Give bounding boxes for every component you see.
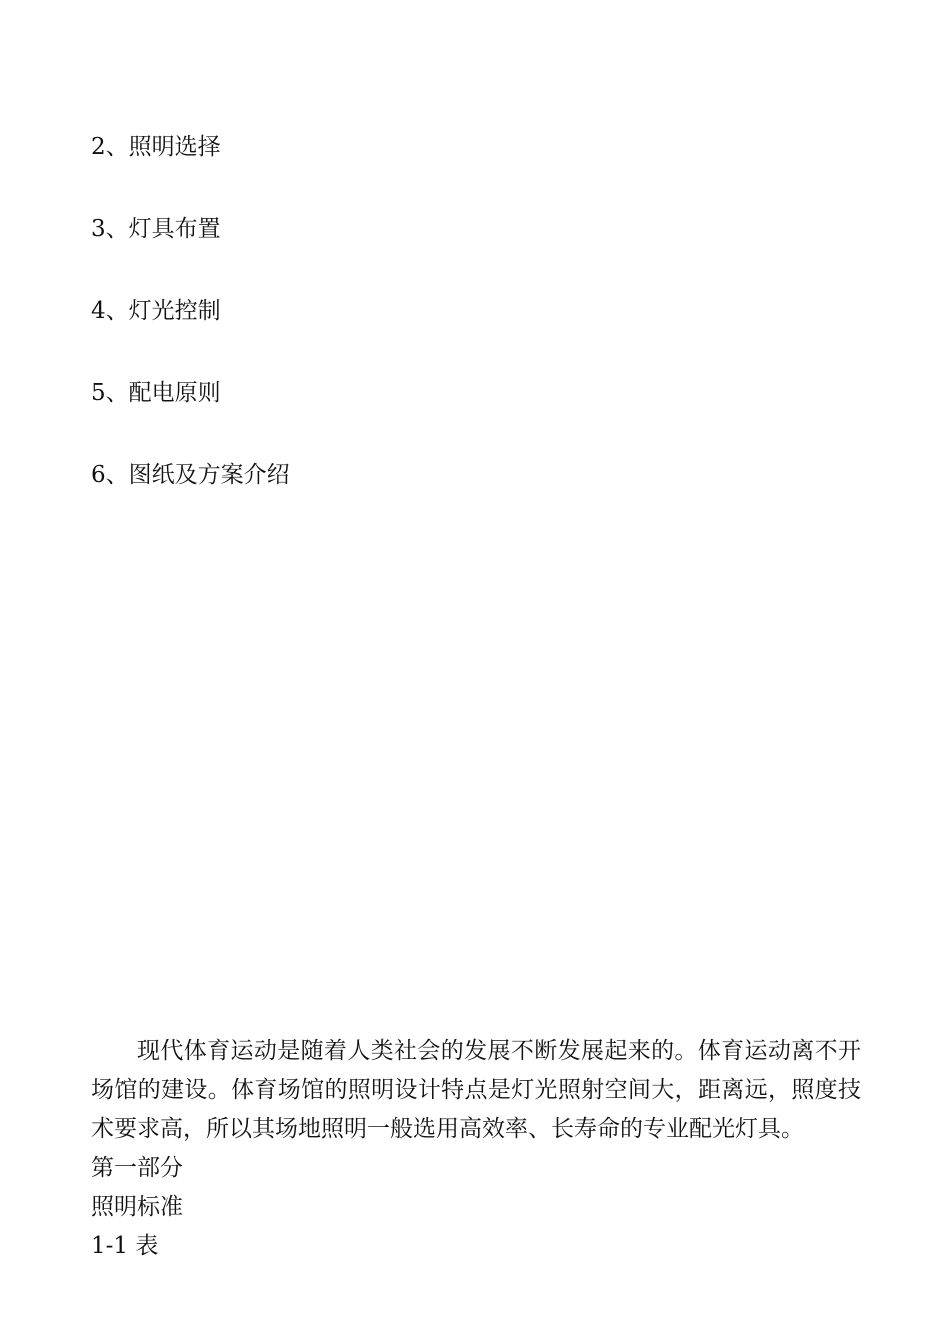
- part-heading: 第一部分: [91, 1155, 183, 1181]
- body-section: [91, 1032, 861, 1266]
- toc-item-power-distribution: 5、配电原则: [91, 380, 221, 406]
- section-heading: 照明标准: [91, 1194, 183, 1220]
- toc-item-fixture-layout: 3、灯具布置: [91, 216, 221, 242]
- intro-paragraph: 现代体育运动是随着人类社会的发展不断发展起来的。体育运动离不开场馆的建设。体育场馆的照明设计特点是灯光照射空间大，距离远，照度技术要求高，所以其场地照明一般选用高效率、长寿命的专业配光灯具。: [91, 1038, 861, 1142]
- toc-item-lighting-control: 4、灯光控制: [91, 298, 221, 324]
- table-label: 1-1 表: [91, 1233, 159, 1259]
- toc-item-drawings-and-plan: 6、图纸及方案介绍: [91, 462, 290, 488]
- toc-item-lighting-selection: 2、照明选择: [91, 134, 221, 160]
